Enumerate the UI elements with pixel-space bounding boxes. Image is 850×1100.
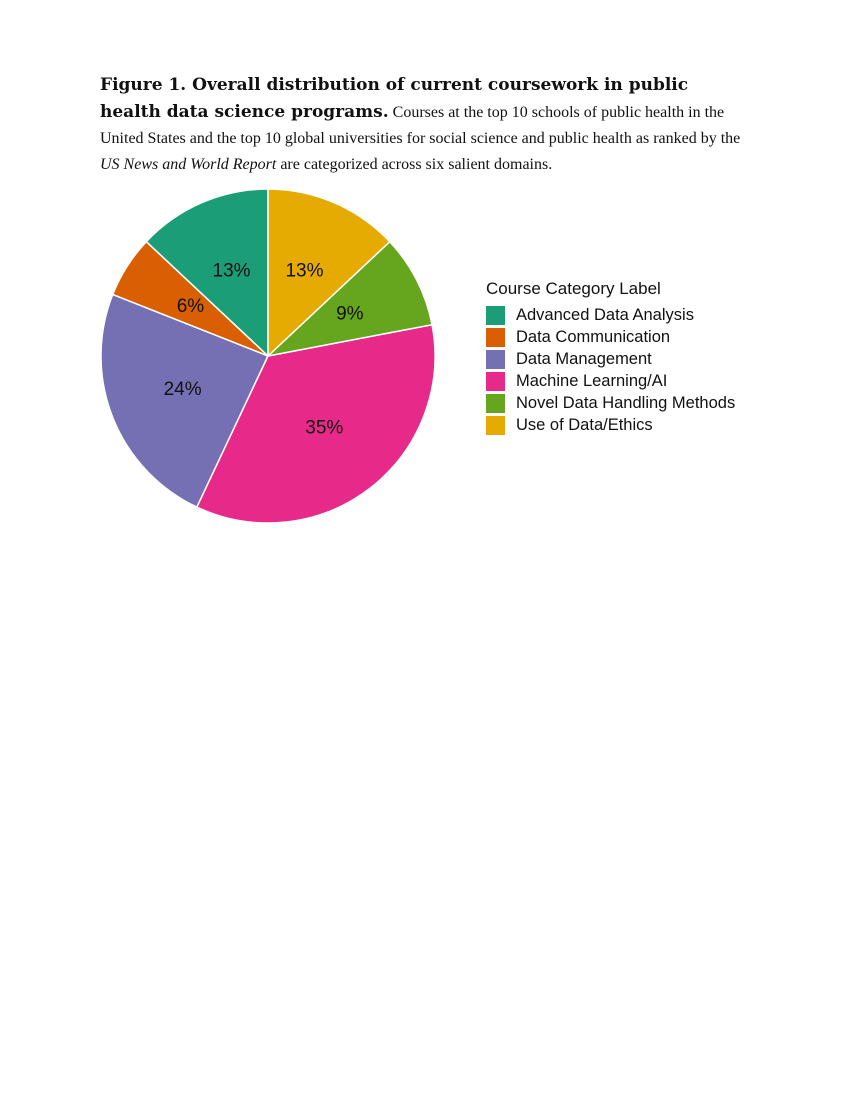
legend-label: Machine Learning/AI <box>516 371 668 390</box>
slice-label: 9% <box>336 303 364 325</box>
caption-body-italic: US News and World Report <box>100 156 277 173</box>
legend-label: Data Management <box>516 349 652 368</box>
legend-swatch <box>486 306 505 325</box>
legend-swatch <box>486 350 505 369</box>
caption-title: Figure 1. Overall distribution of current coursework in public health data science programs. <box>100 75 689 122</box>
legend-label: Novel Data Handling Methods <box>516 393 736 412</box>
legend-label: Advanced Data Analysis <box>516 305 694 324</box>
legend-title: Course Category Label <box>486 279 661 298</box>
slice-label: 13% <box>212 260 251 282</box>
legend-swatch <box>486 394 505 413</box>
legend-swatch <box>486 416 505 435</box>
caption-body-part2: are categorized across six salient domains. <box>276 156 553 173</box>
legend-label: Use of Data/Ethics <box>516 415 653 434</box>
legend-swatch <box>486 372 505 391</box>
caption-body-part1: Courses at the top 10 schools of public health in the United States and the top 10 global universities for social science and public health as ranked by the <box>100 104 741 147</box>
slice-label: 24% <box>163 378 202 400</box>
slice-label: 13% <box>285 260 324 282</box>
legend-items <box>486 306 735 435</box>
slice-label: 6% <box>176 295 205 317</box>
legend-label: Data Communication <box>516 327 671 346</box>
legend <box>486 279 735 435</box>
pie-slices <box>101 189 435 523</box>
slice-label: 35% <box>305 417 344 439</box>
legend-swatch <box>486 328 505 347</box>
